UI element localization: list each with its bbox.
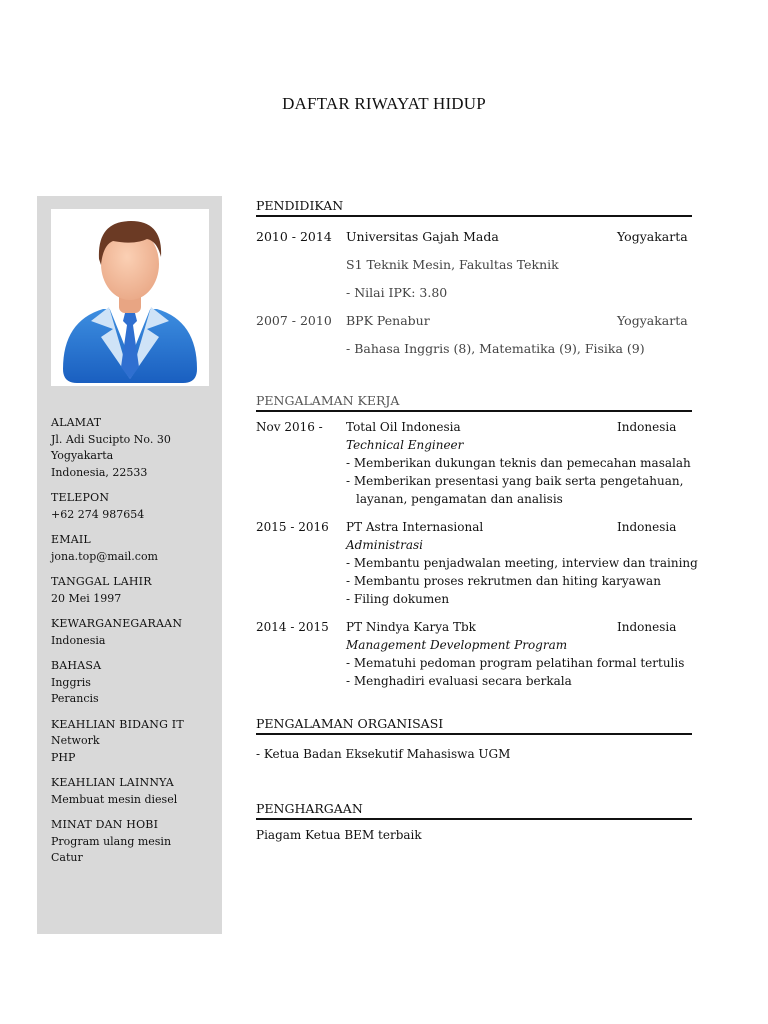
job-header <box>256 418 726 436</box>
contact-label: TELEPON <box>51 491 110 504</box>
section-heading: PENGHARGAAN <box>256 801 692 820</box>
job-bullet: - Menghadiri evaluasi secara berkala <box>346 674 572 688</box>
education-years: 2007 - 2010 <box>256 313 332 328</box>
contact-label: MINAT DAN HOBI <box>51 818 159 831</box>
contact-label: TANGGAL LAHIR <box>51 575 152 588</box>
section-heading: PENGALAMAN KERJA <box>256 393 692 412</box>
contact-group <box>51 658 216 708</box>
job-period: Nov 2016 - <box>256 420 323 434</box>
job-list <box>256 418 726 690</box>
contact-value: Jl. Adi Sucipto No. 30 <box>51 432 171 446</box>
page-title: DAFTAR RIWAYAT HIDUP <box>282 94 486 113</box>
contact-value: Membuat mesin diesel <box>51 792 178 806</box>
education-school: Universitas Gajah Mada <box>346 229 499 244</box>
contact-value: Indonesia, 22533 <box>51 465 148 479</box>
contact-group <box>51 616 216 649</box>
contact-value: Perancis <box>51 692 99 705</box>
award-item: Piagam Ketua BEM terbaik <box>256 828 422 842</box>
businessman-avatar-icon <box>51 209 209 386</box>
job-role: Management Development Program <box>346 638 568 652</box>
job-company: Total Oil Indonesia <box>346 420 461 434</box>
education-years: 2010 - 2014 <box>256 229 332 244</box>
education-detail: - Bahasa Inggris (8), Matematika (9), Fisika (9) <box>346 341 645 356</box>
contact-value: Indonesia <box>51 633 106 647</box>
main-content <box>256 198 726 844</box>
contact-value: Yogyakarta <box>51 449 114 462</box>
section-pengalaman-kerja <box>256 393 726 690</box>
contact-value: Catur <box>51 851 83 864</box>
contact-group <box>51 532 216 565</box>
contact-group <box>51 775 216 808</box>
contact-group <box>51 415 216 481</box>
contact-group <box>51 574 216 607</box>
contact-group <box>51 717 216 767</box>
job-entry <box>256 618 726 690</box>
contact-label: KEAHLIAN LAINNYA <box>51 776 174 789</box>
job-location: Indonesia <box>617 420 677 434</box>
job-location: Indonesia <box>617 620 677 634</box>
contact-group <box>51 490 216 523</box>
job-period: 2014 - 2015 <box>256 620 329 634</box>
job-bullet: - Mematuhi pedoman program pelatihan formal tertulis <box>346 656 685 670</box>
job-bullet: - Membantu proses rekrutmen dan hiting karyawan <box>346 574 661 588</box>
education-city: Yogyakarta <box>617 313 688 328</box>
contact-label: EMAIL <box>51 533 91 546</box>
education-detail: S1 Teknik Mesin, Fakultas Teknik <box>346 257 559 272</box>
section-heading: PENDIDIKAN <box>256 198 692 217</box>
job-period: 2015 - 2016 <box>256 520 329 534</box>
job-role: Technical Engineer <box>346 438 464 452</box>
contact-label: ALAMAT <box>51 416 102 429</box>
job-location: Indonesia <box>617 520 677 534</box>
contact-value: 20 Mei 1997 <box>51 591 122 605</box>
section-organisasi <box>256 716 726 763</box>
education-detail: - Nilai IPK: 3.80 <box>346 285 448 300</box>
education-row <box>256 223 726 251</box>
contact-value: Network <box>51 734 100 747</box>
contact-value: jona.top@mail.com <box>51 549 158 563</box>
section-heading: PENGALAMAN ORGANISASI <box>256 716 692 735</box>
education-city: Yogyakarta <box>617 229 688 244</box>
job-entry <box>256 518 726 608</box>
contact-label: KEAHLIAN BIDANG IT <box>51 717 184 731</box>
contact-value: +62 274 987654 <box>51 507 145 521</box>
job-bullet: - Memberikan presentasi yang baik serta pengetahuan, layanan, pengamatan dan analisis <box>346 474 684 506</box>
contact-value: Program ulang mesin <box>51 834 172 848</box>
contact-value: Inggris <box>51 675 91 689</box>
education-school: BPK Penabur <box>346 313 430 328</box>
job-header <box>256 618 726 636</box>
job-bullet: - Membantu penjadwalan meeting, interview dan training <box>346 556 698 570</box>
job-entry <box>256 418 726 508</box>
job-bullet: - Filing dokumen <box>346 592 450 606</box>
job-role: Administrasi <box>346 538 423 552</box>
contact-label: BAHASA <box>51 659 102 672</box>
education-row <box>256 307 726 335</box>
section-pendidikan <box>256 198 726 363</box>
job-company: PT Astra Internasional <box>346 520 484 534</box>
contact-group <box>51 817 216 867</box>
job-header <box>256 518 726 536</box>
sidebar <box>37 196 222 934</box>
organization-item: - Ketua Badan Eksekutif Mahasiswa UGM <box>256 747 511 761</box>
job-bullet: - Memberikan dukungan teknis dan pemecahan masalah <box>346 456 691 470</box>
profile-photo <box>51 209 209 386</box>
contact-list <box>51 415 216 876</box>
section-penghargaan <box>256 801 726 844</box>
job-company: PT Nindya Karya Tbk <box>346 620 476 634</box>
contact-value: PHP <box>51 750 76 764</box>
contact-label: KEWARGANEGARAAN <box>51 617 183 630</box>
